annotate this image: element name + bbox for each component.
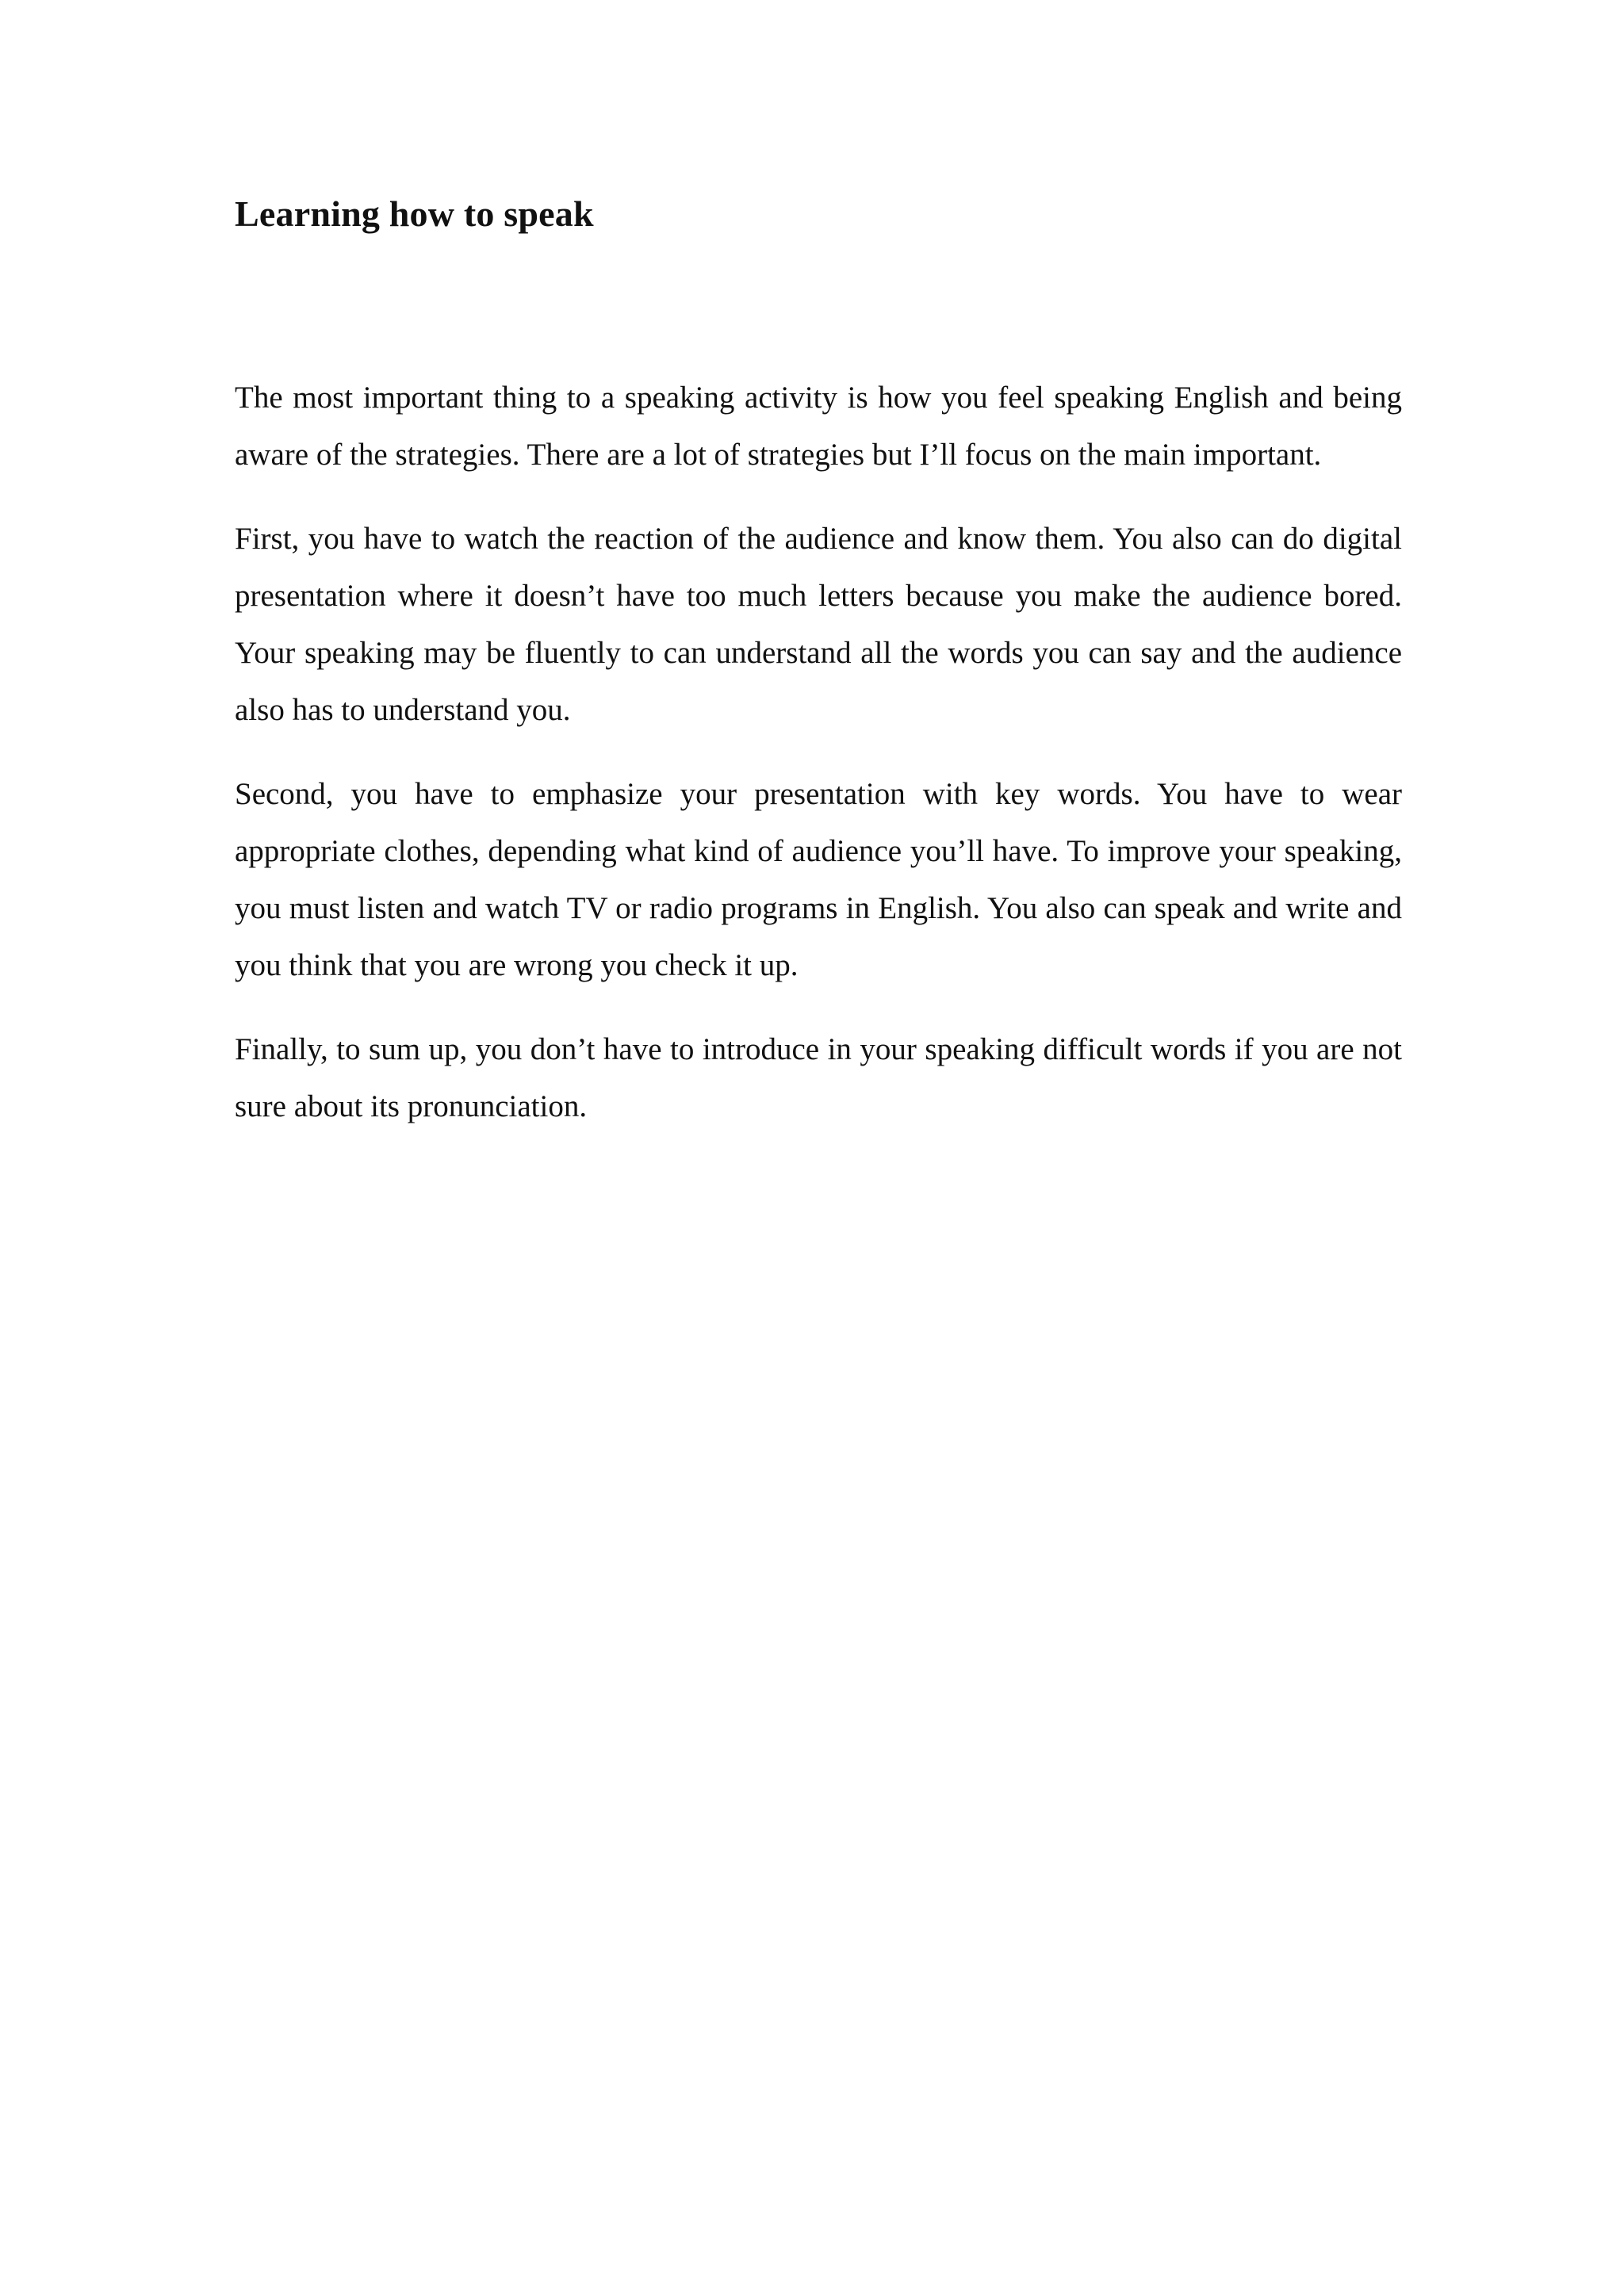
document-content: [235, 190, 1402, 1162]
paragraph-first: First, you have to watch the reaction of the audience and know them. You also can do digital presentation where it doesn’t have too much letters because you make the audience bored. Your speaking may be fluently to can understand all the words you can say and the audience also has to understand you.: [235, 522, 1402, 727]
document-title: Learning how to speak: [235, 193, 594, 234]
paragraph-second: Second, you have to emphasize your presentation with key words. You have to wear appropriate clothes, depending what kind of audience you’ll have. To improve your speaking, you must listen and watch TV or radio programs in English. You also can speak and write and you think that you are wrong you check it up.: [235, 777, 1402, 982]
document-body: [235, 369, 1402, 1135]
paragraph-finally: Finally, to sum up, you don’t have to introduce in your speaking difficult words if you are not sure about its pronunciation.: [235, 1032, 1402, 1123]
paragraph-intro: The most important thing to a speaking activity is how you feel speaking English and being aware of the strategies. There are a lot of strategies but I’ll focus on the main important.: [235, 381, 1402, 472]
